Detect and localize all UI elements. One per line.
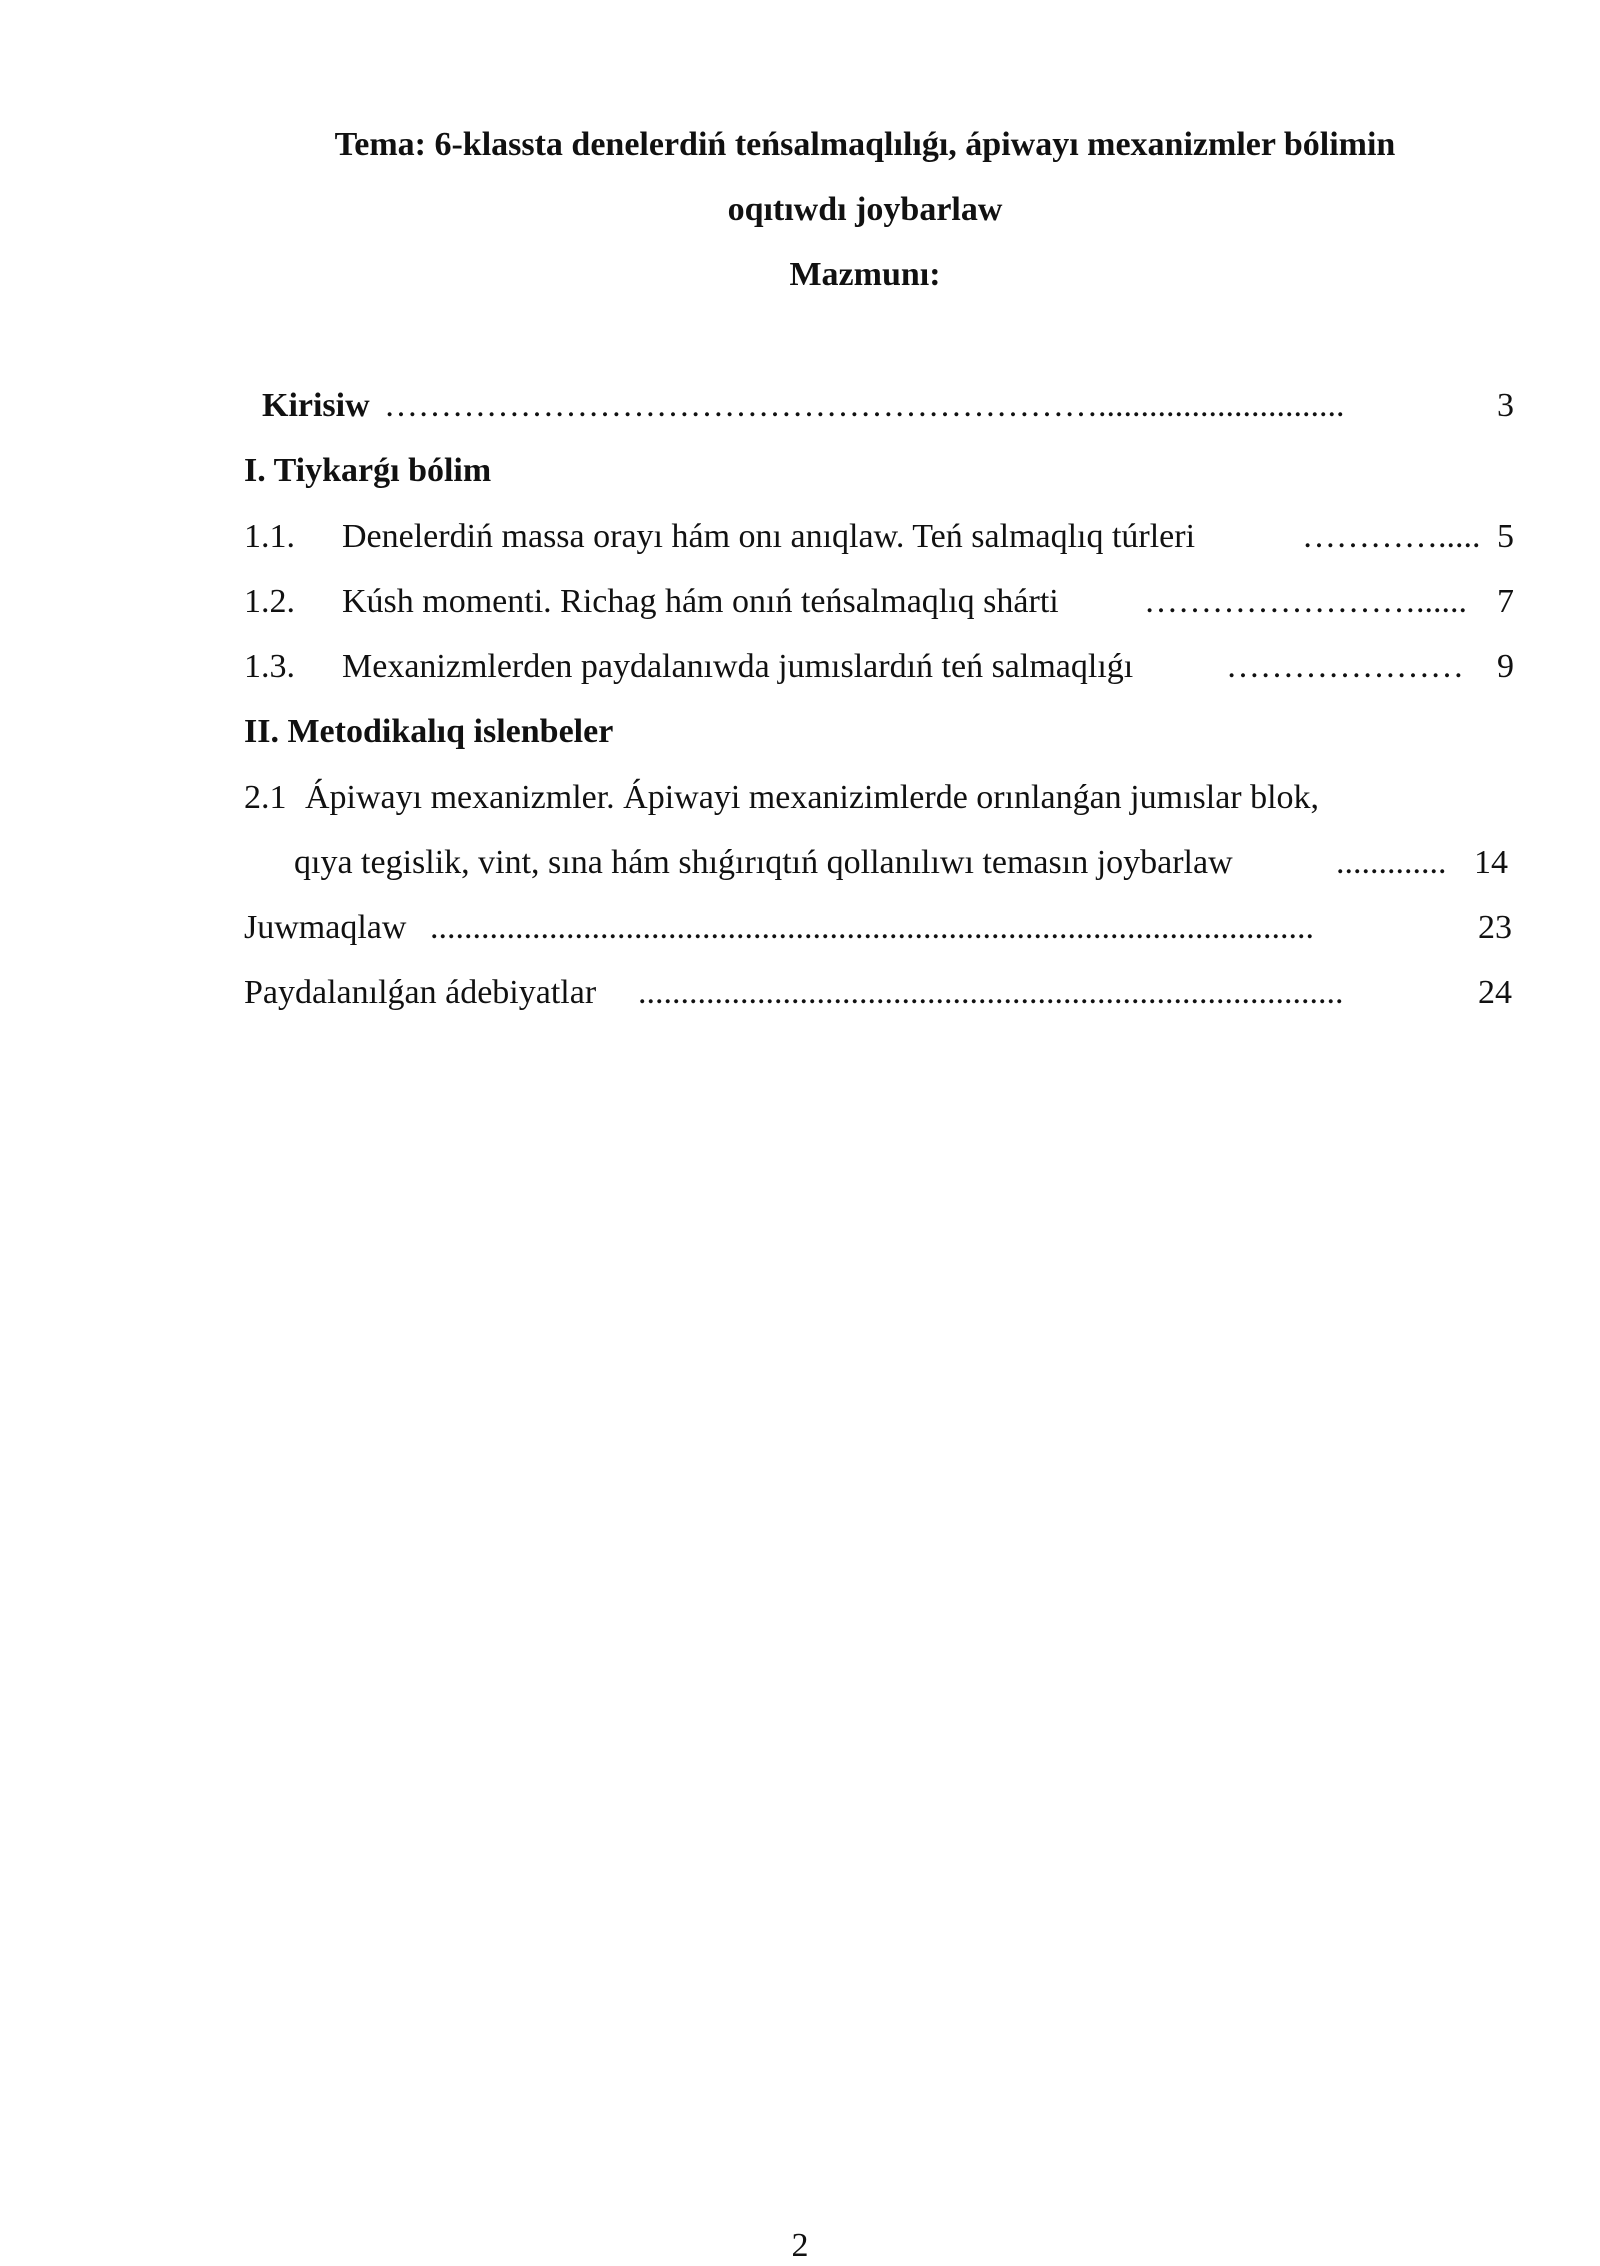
toc-section-number: 1.3.: [244, 648, 295, 685]
toc-section-number: 2.1: [244, 779, 287, 816]
toc-page-number: 3: [1497, 387, 1514, 424]
toc-entry-label: Mexanizmlerden paydalanıwda jumıslardıń teń salmaqlıǵı: [342, 648, 1134, 685]
toc-leader: ........................................................................................................: [430, 909, 1314, 946]
toc-entry-label: Juwmaqlaw: [244, 909, 407, 946]
document-title-line-2: oqıtıwdı joybarlaw: [727, 191, 1003, 228]
toc-entry-label: Denelerdiń massa orayı hám onı anıqlaw. Teń salmaqlıq túrleri: [342, 518, 1196, 555]
toc-page-number: 7: [1497, 583, 1514, 620]
toc-part-1: I. Tiykarǵı bólim: [244, 452, 492, 489]
document-title-line-1: Tema: 6-klassta denelerdiń teńsalmaqlılıǵı, ápiwayı mexanizmler bólimin: [334, 126, 1396, 163]
toc-page-number: 9: [1497, 648, 1514, 685]
page-number: 2: [791, 2227, 809, 2264]
toc-section-number: 1.1.: [244, 518, 295, 555]
toc-leader: ……………………………………………………….............................: [384, 387, 1345, 424]
toc-page-number: 14: [1474, 844, 1508, 881]
toc-section-number: 1.2.: [244, 583, 295, 620]
toc-leader: ……………………......: [1144, 583, 1467, 620]
toc-entry-label: Kirisiw: [262, 387, 370, 424]
toc-page-number: 5: [1497, 518, 1514, 555]
toc-page-number: 23: [1478, 909, 1512, 946]
toc-leader: .............: [1336, 844, 1447, 881]
toc-leader: ………….....: [1302, 518, 1481, 555]
toc-entry-label: Paydalanılǵan ádebiyatlar: [244, 974, 597, 1011]
toc-entry-label: Kúsh momenti. Richag hám onıń teńsalmaqlıq shárti: [342, 583, 1059, 620]
toc-page-number: 24: [1478, 974, 1512, 1011]
toc-part-2: II. Metodikalıq islenbeler: [244, 713, 614, 750]
toc-entry-label: Ápiwayı mexanizmler. Ápiwayi mexanizimlerde orınlanǵan jumıslar blok,: [305, 779, 1320, 816]
toc-leader: ...................................................................................: [638, 974, 1344, 1011]
contents-heading: Mazmunı:: [789, 256, 941, 293]
toc-entry-label: qıya tegislik, vint, sına hám shıǵırıqtıń qollanılıwı temasın joybarlaw: [294, 844, 1233, 881]
toc-leader: …………………: [1226, 648, 1464, 685]
